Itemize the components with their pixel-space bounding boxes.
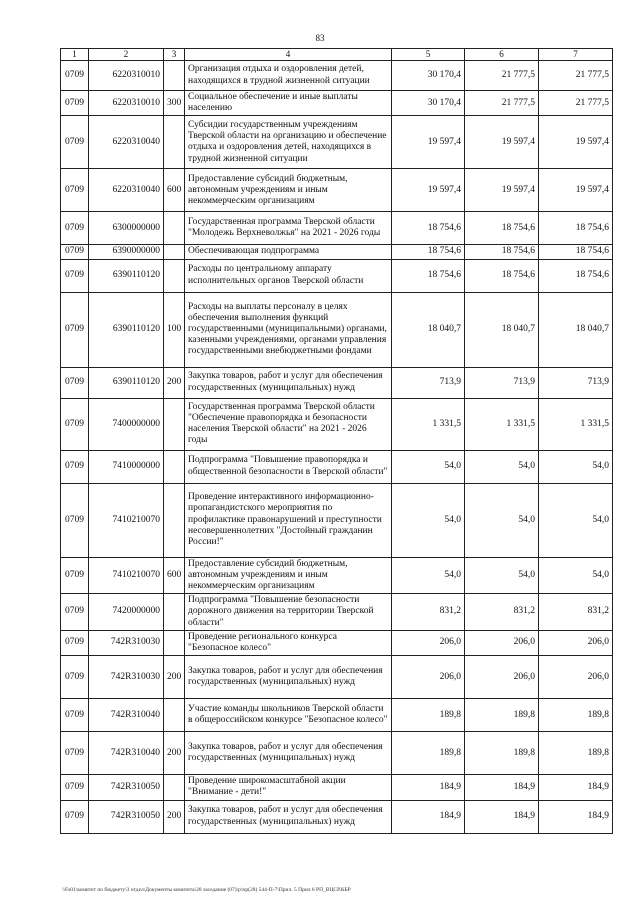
section-code-cell: 0709 xyxy=(61,116,89,169)
expense-type-code-cell: 300 xyxy=(164,91,185,116)
expense-type-code-cell xyxy=(164,630,185,655)
expense-type-code-cell xyxy=(164,61,185,91)
table-row xyxy=(61,630,613,655)
description-cell: Социальное обеспечение и иные выплаты населению xyxy=(185,91,392,116)
amount-2026-cell: 184,9 xyxy=(539,800,613,833)
amount-2026-cell: 54,0 xyxy=(539,483,613,557)
table-row xyxy=(61,292,613,367)
target-article-code-cell: 7410210070 xyxy=(89,483,164,557)
target-article-code-cell: 6300000000 xyxy=(89,212,164,245)
expense-type-code-cell xyxy=(164,450,185,483)
target-article-code-cell: 7410210070 xyxy=(89,557,164,594)
amount-2025-cell: 54,0 xyxy=(465,450,539,483)
section-code-cell: 0709 xyxy=(61,630,89,655)
table-row xyxy=(61,61,613,91)
table-row xyxy=(61,450,613,483)
amount-2025-cell: 21 777,5 xyxy=(465,61,539,91)
expense-type-code-cell xyxy=(164,398,185,450)
amount-2024-cell: 19 597,4 xyxy=(392,116,465,169)
description-cell: Предоставление субсидий бюджетным, автономным учреждениям и иным некоммерческим организациям xyxy=(185,557,392,594)
description-cell: Подпрограмма "Повышение безопасности дорожного движения на территории Тверской области" xyxy=(185,594,392,631)
amount-2024-cell: 54,0 xyxy=(392,483,465,557)
description-cell: Закупка товаров, работ и услуг для обеспечения государственных (муниципальных) нужд xyxy=(185,367,392,398)
description-cell: Проведение интерактивного информационно-пропагандистского мероприятия по профилактике правонарушений и преступности несовершеннолетних "Достойный гражданин России!" xyxy=(185,483,392,557)
amount-2025-cell: 18 754,6 xyxy=(465,259,539,292)
table-row xyxy=(61,212,613,245)
amount-2025-cell: 54,0 xyxy=(465,483,539,557)
target-article-code-cell: 6220310010 xyxy=(89,91,164,116)
section-code-cell: 0709 xyxy=(61,61,89,91)
amount-2026-cell: 831,2 xyxy=(539,594,613,631)
table-row xyxy=(61,116,613,169)
target-article-code-cell: 742R310040 xyxy=(89,732,164,775)
expense-type-code-cell xyxy=(164,594,185,631)
target-article-code-cell: 6220310040 xyxy=(89,169,164,212)
expense-type-code-cell: 600 xyxy=(164,557,185,594)
amount-2026-cell: 21 777,5 xyxy=(539,61,613,91)
description-cell: Обеспечивающая подпрограмма xyxy=(185,245,392,259)
expense-type-code-cell: 100 xyxy=(164,292,185,367)
amount-2025-cell: 18 754,6 xyxy=(465,212,539,245)
expense-type-code-cell xyxy=(164,699,185,732)
amount-2024-cell: 206,0 xyxy=(392,656,465,699)
section-code-cell: 0709 xyxy=(61,292,89,367)
table-row xyxy=(61,800,613,833)
amount-2024-cell: 18 040,7 xyxy=(392,292,465,367)
amount-2025-cell: 19 597,4 xyxy=(465,116,539,169)
amount-2026-cell: 206,0 xyxy=(539,630,613,655)
table-row xyxy=(61,699,613,732)
target-article-code-cell: 7400000000 xyxy=(89,398,164,450)
amount-2026-cell: 18 754,6 xyxy=(539,245,613,259)
amount-2024-cell: 18 754,6 xyxy=(392,212,465,245)
description-cell: Подпрограмма "Повышение правопорядка и общественной безопасности в Тверской области" xyxy=(185,450,392,483)
description-cell: Государственная программа Тверской области "Молодежь Верхневолжья" на 2021 - 2026 годы xyxy=(185,212,392,245)
target-article-code-cell: 742R310030 xyxy=(89,630,164,655)
amount-2024-cell: 1 331,5 xyxy=(392,398,465,450)
target-article-code-cell: 742R310040 xyxy=(89,699,164,732)
amount-2024-cell: 713,9 xyxy=(392,367,465,398)
expense-type-code-cell xyxy=(164,775,185,800)
amount-2025-cell: 189,8 xyxy=(465,699,539,732)
column-header: 6 xyxy=(465,49,539,61)
amount-2026-cell: 206,0 xyxy=(539,656,613,699)
column-header: 2 xyxy=(89,49,164,61)
amount-2024-cell: 54,0 xyxy=(392,557,465,594)
amount-2024-cell: 54,0 xyxy=(392,450,465,483)
amount-2026-cell: 54,0 xyxy=(539,450,613,483)
section-code-cell: 0709 xyxy=(61,483,89,557)
expense-type-code-cell xyxy=(164,116,185,169)
target-article-code-cell: 6220310010 xyxy=(89,61,164,91)
table-row xyxy=(61,656,613,699)
amount-2025-cell: 21 777,5 xyxy=(465,91,539,116)
description-cell: Проведение регионального конкурса "Безопасное колесо" xyxy=(185,630,392,655)
description-cell: Субсидии государственным учреждениям Тверской области на организацию и обеспечение отдыха и оздоровления детей, находящихся в трудной жизненной ситуации xyxy=(185,116,392,169)
footer-file-path: \\Fs01\комитет по бюджету\3 отдел\Документы комитета\28 заседание (07)\р\пр(28) 544-П-7\Прил. 5 Прил 6 РП_ВЦСР.КБР xyxy=(62,887,351,893)
section-code-cell: 0709 xyxy=(61,800,89,833)
column-header: 7 xyxy=(539,49,613,61)
target-article-code-cell: 7420000000 xyxy=(89,594,164,631)
section-code-cell: 0709 xyxy=(61,245,89,259)
expense-type-code-cell xyxy=(164,245,185,259)
section-code-cell: 0709 xyxy=(61,398,89,450)
column-header: 3 xyxy=(164,49,185,61)
amount-2026-cell: 189,8 xyxy=(539,732,613,775)
amount-2026-cell: 1 331,5 xyxy=(539,398,613,450)
table-row xyxy=(61,594,613,631)
amount-2024-cell: 18 754,6 xyxy=(392,245,465,259)
budget-table xyxy=(60,48,613,834)
table-row xyxy=(61,91,613,116)
section-code-cell: 0709 xyxy=(61,656,89,699)
amount-2026-cell: 189,8 xyxy=(539,699,613,732)
amount-2025-cell: 184,9 xyxy=(465,775,539,800)
expense-type-code-cell xyxy=(164,483,185,557)
amount-2025-cell: 18 040,7 xyxy=(465,292,539,367)
table-row xyxy=(61,245,613,259)
target-article-code-cell: 7410000000 xyxy=(89,450,164,483)
amount-2025-cell: 206,0 xyxy=(465,656,539,699)
amount-2024-cell: 189,8 xyxy=(392,732,465,775)
table-row xyxy=(61,732,613,775)
description-cell: Государственная программа Тверской области "Обеспечение правопорядка и безопасности населения Тверской области" на 2021 - 2026 годы xyxy=(185,398,392,450)
section-code-cell: 0709 xyxy=(61,594,89,631)
column-header: 5 xyxy=(392,49,465,61)
description-cell: Закупка товаров, работ и услуг для обеспечения государственных (муниципальных) нужд xyxy=(185,656,392,699)
description-cell: Организация отдыха и оздоровления детей, находящихся в трудной жизненной ситуации xyxy=(185,61,392,91)
amount-2026-cell: 54,0 xyxy=(539,557,613,594)
amount-2026-cell: 713,9 xyxy=(539,367,613,398)
target-article-code-cell: 6390110120 xyxy=(89,292,164,367)
column-header: 4 xyxy=(185,49,392,61)
description-cell: Участие команды школьников Тверской области в общероссийском конкурсе "Безопасное колесо" xyxy=(185,699,392,732)
amount-2025-cell: 184,9 xyxy=(465,800,539,833)
amount-2024-cell: 189,8 xyxy=(392,699,465,732)
table-row xyxy=(61,557,613,594)
amount-2024-cell: 18 754,6 xyxy=(392,259,465,292)
amount-2025-cell: 713,9 xyxy=(465,367,539,398)
section-code-cell: 0709 xyxy=(61,557,89,594)
description-cell: Закупка товаров, работ и услуг для обеспечения государственных (муниципальных) нужд xyxy=(185,800,392,833)
page-number: 83 xyxy=(315,33,325,43)
section-code-cell: 0709 xyxy=(61,367,89,398)
expense-type-code-cell: 200 xyxy=(164,367,185,398)
amount-2024-cell: 30 170,4 xyxy=(392,61,465,91)
amount-2025-cell: 189,8 xyxy=(465,732,539,775)
expense-type-code-cell xyxy=(164,212,185,245)
section-code-cell: 0709 xyxy=(61,775,89,800)
description-cell: Расходы на выплаты персоналу в целях обеспечения выполнения функций государственными (муниципальными) органами, казенными учреждениями, органами управления государственными внебюджетными фондами xyxy=(185,292,392,367)
amount-2024-cell: 184,9 xyxy=(392,775,465,800)
amount-2026-cell: 18 754,6 xyxy=(539,212,613,245)
table-row xyxy=(61,367,613,398)
amount-2025-cell: 831,2 xyxy=(465,594,539,631)
expense-type-code-cell: 600 xyxy=(164,169,185,212)
expense-type-code-cell: 200 xyxy=(164,800,185,833)
amount-2024-cell: 184,9 xyxy=(392,800,465,833)
table-row xyxy=(61,169,613,212)
table-row xyxy=(61,483,613,557)
amount-2024-cell: 19 597,4 xyxy=(392,169,465,212)
amount-2024-cell: 206,0 xyxy=(392,630,465,655)
section-code-cell: 0709 xyxy=(61,259,89,292)
section-code-cell: 0709 xyxy=(61,699,89,732)
section-code-cell: 0709 xyxy=(61,450,89,483)
expense-type-code-cell xyxy=(164,259,185,292)
amount-2026-cell: 19 597,4 xyxy=(539,116,613,169)
table-row xyxy=(61,398,613,450)
table-row xyxy=(61,259,613,292)
target-article-code-cell: 6390110120 xyxy=(89,367,164,398)
target-article-code-cell: 742R310050 xyxy=(89,800,164,833)
amount-2024-cell: 30 170,4 xyxy=(392,91,465,116)
column-header-row xyxy=(61,49,613,61)
amount-2026-cell: 18 040,7 xyxy=(539,292,613,367)
amount-2026-cell: 19 597,4 xyxy=(539,169,613,212)
column-header: 1 xyxy=(61,49,89,61)
section-code-cell: 0709 xyxy=(61,91,89,116)
amount-2025-cell: 18 754,6 xyxy=(465,245,539,259)
description-cell: Предоставление субсидий бюджетным, автономным учреждениям и иным некоммерческим организациям xyxy=(185,169,392,212)
amount-2024-cell: 831,2 xyxy=(392,594,465,631)
target-article-code-cell: 6390000000 xyxy=(89,245,164,259)
target-article-code-cell: 742R310050 xyxy=(89,775,164,800)
amount-2025-cell: 206,0 xyxy=(465,630,539,655)
amount-2025-cell: 1 331,5 xyxy=(465,398,539,450)
section-code-cell: 0709 xyxy=(61,169,89,212)
expense-type-code-cell: 200 xyxy=(164,732,185,775)
table-row xyxy=(61,775,613,800)
target-article-code-cell: 6390110120 xyxy=(89,259,164,292)
section-code-cell: 0709 xyxy=(61,212,89,245)
description-cell: Расходы по центральному аппарату исполнительных органов Тверской области xyxy=(185,259,392,292)
amount-2026-cell: 184,9 xyxy=(539,775,613,800)
expense-type-code-cell: 200 xyxy=(164,656,185,699)
target-article-code-cell: 742R310030 xyxy=(89,656,164,699)
amount-2026-cell: 18 754,6 xyxy=(539,259,613,292)
amount-2026-cell: 21 777,5 xyxy=(539,91,613,116)
amount-2025-cell: 19 597,4 xyxy=(465,169,539,212)
section-code-cell: 0709 xyxy=(61,732,89,775)
description-cell: Закупка товаров, работ и услуг для обеспечения государственных (муниципальных) нужд xyxy=(185,732,392,775)
amount-2025-cell: 54,0 xyxy=(465,557,539,594)
target-article-code-cell: 6220310040 xyxy=(89,116,164,169)
description-cell: Проведение широкомасштабной акции "Внимание - дети!" xyxy=(185,775,392,800)
